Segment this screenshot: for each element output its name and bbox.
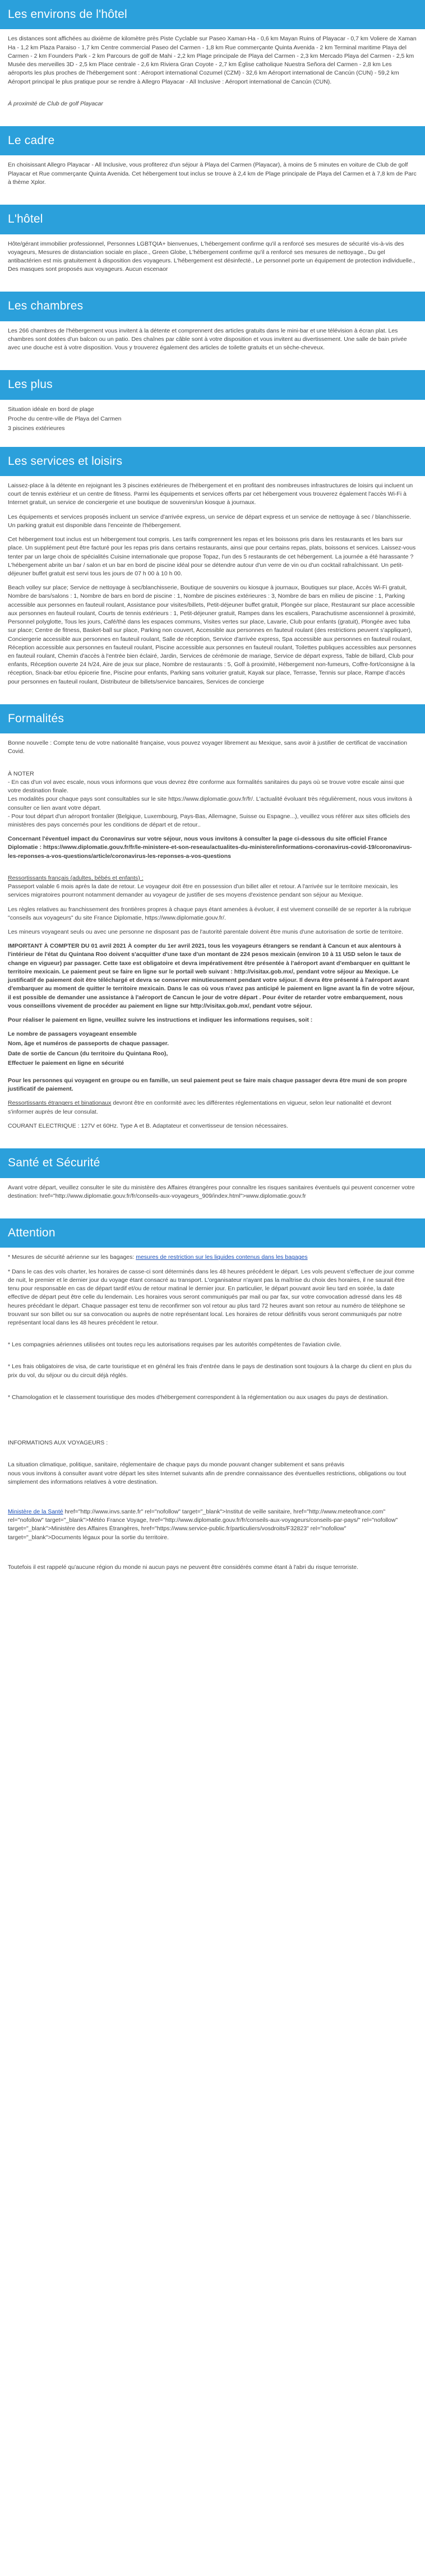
section-header-environs: Les environs de l'hôtel [0,0,425,29]
services-amenities: Beach volley sur place; Service de nettoyage à sec/blanchisserie, Boutique de souvenirs ou kiosque à journaux, Boutiques sur place, Accès Wi-Fi gratuit, Nombre de bars/salons : 1, Nombre de bars en bord de piscine : 1, Nombre de piscines extérieures : 3, Nombre de bars en milieu de piscine : 1, Parking accessible aux personnes en fauteuil roulant, Assistance pour visites/billets, Petit-déjeuner buffet gratuit, Plongée sur place, Restaurant sur place accessible aux personnes en fauteuil roulant, Courts de tennis extérieurs : 1, Petit-déjeuner gratuit, Rampes dans les escaliers, Parachutisme ascensionnel à proximité, Personnel polyglotte, Tous les jours, Café/thé dans les espaces communs, Visites vertes sur place, Lavarie, Club pour enfants (gratuit), Plongée avec tuba sur place; Centre de fitness, Basket-ball sur place, Parking non couvert, Accessible aux personnes en fauteuil roulant (des restrictions peuvent s'appliquer), Conciergerie accessible aux personnes en fauteuil roulant, Salle de réception, Service d'arrivée express, Spa accessible aux personnes en fauteuil roulant, Réception accessible aux personnes en fauteuil roulant, Piscine accessible aux personnes en fauteuil roulant, Toilettes publiques accessibles aux personnes en fauteuil roulant, Chemin d'accès à l'entrée bien éclairé, Jardin, Services de cérémonie de mariage, Service de départ express, Table de billard, Club pour enfants, Réception ouverte 24 h/24, Aire de jeux sur place, Nombre de restaurants : 5, Golf à proximité, Hébergement non-fumeurs, Coffre-fort/consigne à la réception, Snack-bar et/ou épicerie fine, Piscine pour enfants, Parking sans voiturier gratuit, Kayak sur place, Terrasse, Tennis sur place, Rampe d'accès pour personnes en fauteuil roulant, Distributeur de billets/service bancaires, Services de concierge [8,584,417,685]
group-payment-notice: Pour les personnes qui voyagent en groupe ou en famille, un seul paiement peut se faire mais chaque passager devra être muni de son propre justificatif de paiement. [8,1077,407,1093]
binationaux-heading: Ressortissants étrangers et binationaux [8,1100,112,1107]
section-header-formalites: Formalités [0,704,425,733]
ministere-sante-link[interactable]: Ministère de la Santé [8,1508,63,1515]
attention-item [8,1253,417,1262]
attention-item: * Chamologation et le classement touristique des modes d'hébergement correspondent à la réglementation ou aux usages du pays de destination. [8,1393,389,1401]
services-paragraph: Les équipements et services proposés incluent un service d'arrivée express, un service de départ express et un service de nettoyage à sec / blanchisserie. Un parking gratuit est disponible dans l'enceinte de l'hébergement. [8,513,412,529]
services-paragraph: Cet hébergement tout inclus est un hébergement tout compris. Les tarifs comprennent les repas et les boissons pris dans les restaurants et les bars sur place. Un supplément peut être facturé pour les repas pris dans certains restaurants, ainsi que pour certains repas, plats, boissons et services. Laissez-vous tenter par un large choix de spécialités Cuisine internationale que propose Topaz, l'un des 5 restaurants de cet hébergement. La journée a été harassante ? L'hébergement abrite un bar / salon et un bar en bord de piscine idéal pour se détendre autour d'un verre de vin ou d'un cocktail rafraîchissant. Un petit-déjeuner buffet gratuit est servi tous les jours de 07 h 00 à 10 h 00. [8,536,416,577]
list-item: Effectuer le paiement en ligne en sécurité [8,1059,124,1067]
section-hotel [0,234,425,292]
list-item: 3 piscines extérieures [8,425,65,432]
hotel-text: Hôte/gérant immobilier professionnel, Personnes LGBTQIA+ bienvenues, L'hébergement confirme qu'il a renforcé ses mesures de sécurité vis-à-vis des voyageurs, Mesures de distanciation sociale en place., Green Globe, L'hébergement confirme qu'il a renforcé ses mesures de nettoyage., Du gel antibactérien est mis gratuitement à disposition des voyageurs. L'hébergement est désinfecté., Le personnel porte un équipement de protection individuelle., Des masques sont proposés aux voyageurs. Aucun escenaor [8,240,415,273]
cadre-text: En choisissant Allegro Playacar - All Inclusive, vous profiterez d'un séjour à Playa del Carmen (Playacar), à moins de 5 minutes en voiture de Club de golf Playacar et Rue commerçante Quinta Avenida. Cet hébergement tout inclus se trouve à 2,4 km de Plage principale de Playa del Carmen et à 7,8 km de Parc à thème Xplor. [8,161,417,186]
sante-text: Avant votre départ, veuillez consulter le site du ministère des Affaires étrangères pour connaître les risques sanitaires éventuels qui peuvent concerner votre destination: href="http://www.diplomatie.gouv.fr/fr/conseils-aux-voyageurs_909/index.html">www.diplomatie.gouv.fr [8,1184,415,1199]
list-item: Date de sortie de Cancun (du territoire du Quintana Roo), [8,1050,168,1057]
list-item: Proche du centre-ville de Playa del Carmen [8,416,122,423]
section-environs [0,29,425,126]
section-plus [0,400,425,447]
info-text: nous vous invitons à consulter avant votre départ les sites Internet suivants afin de prendre connaissance des éventuelles restrictions, obligations ou tout simplement des informations relatives à votre destination. [8,1470,406,1485]
section-header-cadre: Le cadre [0,126,425,155]
liquid-restrictions-link[interactable]: mesures de restriction sur les liquides contenus dans les bagages [136,1254,308,1261]
section-chambres [0,321,425,371]
attention-item: * Les compagnies aériennes utilisées ont toutes reçu les autorisations requises par les autorités compétentes de l'aviation civile. [8,1341,341,1349]
section-header-chambres: Les chambres [0,292,425,321]
list-item: Le nombre de passagers voyageant ensemble [8,1031,137,1038]
binationaux-text [8,1099,417,1116]
section-sante [0,1178,425,1218]
payment-instructions: Pour réaliser le paiement en ligne, veuillez suivre les instructions et indiquer les informations requises, soit : [8,1016,313,1023]
section-formalites [0,733,425,1148]
info-links-text: href="http://www.invs.sante.fr" rel="nofollow" target="_blank">Institut de veille sanitaire, href="http://www.meteofrance.com" rel="nofollow" target="_blank">Météo France Voyage, href="http://www.diplomatie.gouv.fr/fr/conseils-aux-voyageurs/conseils-par-pays/" rel="nofollow" target="_blank">Ministère des Affaires Étrangères, href="https://www.service-public.fr/particuliers/vosdroits/F32823" rel="nofollow" target="_blank">Documents légaux pour la sortie du territoire. [8,1508,398,1541]
covid-notice: Concernant l'éventuel impact du Coronavirus sur votre séjour, nous vous invitons à consulter la page ci-dessous du site officiel France Diplomatie : https://www.diplomatie.gouv.fr/fr/le-ministere-et-son-reseau/actualites-du-ministere/informations-coronavirus-covid-19/coronavirus-les-reponses-a-vos-questions/article/coronavirus-les-reponses-a-vos-questions [8,835,412,860]
anoter-item: - En cas d'un vol avec escale, nous vous informons que vous devrez être conforme aux formalités sanitaires du pays où se trouve votre escale ainsi que votre destination finale. [8,778,405,795]
environs-extra: À proximité de Club de golf Playacar [8,100,103,107]
info-text: La situation climatique, politique, sanitaire, réglementaire de chaque pays du monde pouvant changer subitement et sans préavis [8,1461,345,1469]
anoter-heading: À NOTER [8,770,34,777]
section-attention [0,1248,425,1590]
ressortissants-text: Passeport valable 6 mois après la date de retour. Le voyageur doit être en possession d'un billet aller et retour. A l'arrivée sur le territoire mexicain, les services migratoires pourront notamment demander au voyageur de justifier de ses moyens d'existence pendant son séjour au Mexique. [8,883,398,899]
anoter-item: Les modalités pour chaque pays sont consultables sur le site https://www.diplomatie.gouv.fr/fr/. L'actualité évoluant très régulièrement, nous vous invitons à consulter ce lien avant votre départ. [8,796,412,811]
list-item: Nom, âge et numéros de passeports de chaque passager. [8,1040,169,1047]
ressortissants-heading: Ressortissants français (adultes, bébés et enfants) : [8,874,144,881]
formalites-intro: Bonne nouvelle : Compte tenu de votre nationalité française, vous pouvez voyager librement au Mexique, sans avoir à justifier de certificat de vaccination Covid. [8,740,408,755]
services-paragraph: Laissez-place à la détente en rejoignant les 3 piscines extérieures de l'hébergement et en profitant des nombreuses infrastructures de loisirs qui incluent un court de tennis extérieur et un centre de fitness. Parmi les équipements et services offerts par cet hébergement vous trouverez également l'accès Wi-Fi à Internet gratuit, un service de conciergerie et une boutique de souvenirs/un kiosque à journaux. [8,482,413,506]
section-header-plus: Les plus [0,370,425,399]
info-heading: INFORMATIONS AUX VOYAGEURS : [8,1439,108,1447]
attention-item: * Dans le cas des vols charter, les horaires de casse-ci sont déterminés dans les 48 heures précédent le départ. Les vols peuvent s'effectuer de jour comme de nuit, le premier et le dernier jour du voyage étant consacré au transport. L'organisateur n'ayant pas la maîtrise du choix des horaires, il ne saurait être tenu pour responsable en cas de départ tardif et/ou de retour matinal le dernier jour. En particulier, le départ pouvant avoir lieu tard en soirée, la date effective de départ peut être celle du lendemain. Les horaires vous seront communiqués par mail ou par fax, sur votre convocation adressé dans les 48 heures précédant le départ. Chaque passager est tenu de reconfirmer son vol retour au plus tard 72 heures avant son retour au numéro de téléphone se trouvant sur son billet ou sur sa convocation ou auprès de notre représentant local. Les horaires de retour définitifs vous seront communiqués par notre représentant local dans les 48 heures précédent le retour. [8,1268,414,1326]
courant-text: COURANT ELECTRIQUE : 127V et 60Hz. Type A et B. Adaptateur et convertisseur de tension nécessaires. [8,1122,288,1129]
anoter-item: - Pour tout départ d'un aéroport frontalier (Belgique, Luxembourg, Pays-Bas, Allemagne, Suisse ou Espagne...), veuillez vous référer aux sites officiels des ministères des pays concernés pour les conditions de départ et de retour.. [8,812,410,828]
section-header-attention: Attention [0,1218,425,1248]
section-services [0,476,425,704]
section-cadre [0,155,425,205]
terrorism-notice: Toutefois il est rappelé qu'aucune région du monde ni aucun pays ne peuvent être considérés comme étant à l'abri du risque terroriste. [8,1563,359,1571]
section-header-sante: Santé et Sécurité [0,1148,425,1178]
list-item: Situation idéale en bord de plage [8,405,94,413]
ressortissants-text: Les mineurs voyageant seuls ou avec une personne ne disposant pas de l'autorité parentale doivent être munis d'une autorisation de sortie de territoire. [8,928,404,935]
ressortissants-text: Les règles relatives au franchissement des frontières propres à chaque pays étant amenées à évoluer, il est vivement conseillé de se reporter à la rubrique "conseils aux voyageurs" du site France Diplomatie, https://www.diplomatie.gouv.fr/. [8,906,412,921]
binationaux-body: devront être en conformité avec les différentes réglementations en vigueur, selon leur nationalité et devront s'informer auprès de leur consulat. [8,1100,391,1115]
section-header-hotel: L'hôtel [0,205,425,234]
visitax-notice: IMPORTANT À COMPTER DU 01 avril 2021 À compter du 1er avril 2021, tous les voyageurs étrangers se rendant à Cancun et aux alentours à l'intérieur de l'état du Quintana Roo doivent s'acquitter d'une taxe d'un montant de 224 pesos mexicain (environ 10 à 11 USD selon le taux de change en vigueur) par passager. Cette taxe est obligatoire et devra impérativement être présentée à l'aéroport avant d'embarquer en quittant le territoire mexicain. Le paiement peut se faire en ligne sur le portail web suivant : http://visitax.gob.mx/, pendant votre séjour au Mexique. Le justificatif de paiement doit être téléchargé et devra se conserver minutieusement pendant votre séjour. Il devra être présenté à l'aéroport avant d'embarquer au moment de quitter le territoire mexicain. Dans le cas où vous n'avez pas anticipé le paiement en ligne avant la fin de votre séjour, il est possible de demander une assistance à l'aéroport de Cancun le jour de votre départ . Pour éviter de retarder votre embarquement, nous vous conseillons vivement de procéder au paiement en ligne sur http://visitax.gob.mx/, pendant votre séjour. [8,943,415,1009]
attention-item-prefix: * Mesures de sécurité aérienne sur les bagages: [8,1254,136,1261]
environs-text: Les distances sont affichées au dixième de kilomètre près Piste Cyclable sur Paseo Xaman-Ha - 0,6 km Mayan Ruins of Playacar - 0,7 km Voliere de Xaman Ha - 1,2 km Plaza Paraiso - 1,7 km Centre commercial Paseo del Carmen - 1,8 km Rue commerçante Quinta Avenida - 2 km Terminal maritime Playa del Carmen - 2 km Founders Park - 2 km Parcours de golf de Mahi - 2,2 km Plage principale de Playa del Carmen - 2,3 km Mercado Playa del Carmen - 2,5 km Musée des merveilles 3D - 2,5 km Place centrale - 2,6 km Riviera Gran Coyote - 2,7 km Église catholique Nuestra Señora del Carmen - 2,8 km Les aéroports les plus proches de l'hébergement sont : Aéroport international Cozumel (CZM) - 32,6 km Aéroport international de Cancún (CUN) - 59,2 km Aéroport principal le plus pratique pour se rendre à Allegro Playacar - All Inclusive : Aéroport international de Cancún (CUN). [8,35,417,85]
chambres-text: Les 266 chambres de l'hébergement vous invitent à la détente et comprennent des articles gratuits dans le mini-bar et une télévision à écran plat. Les chambres sont dotées d'un balcon ou un patio. Des chaînes par câble sont à votre disposition et vous invitent au divertissement. Une salle de bain privée avec une douche est à votre disposition. Vous y trouverez également des articles de toilette gratuits et un sèche-cheveux. [8,327,407,352]
info-links [8,1508,417,1542]
attention-item: * Les frais obligatoires de visa, de carte touristique et en général les frais d'entrée dans le pays de destination sont toujours à la charge du client en plus du prix du vol, du séjour ou du circuit déjà réglés. [8,1363,412,1379]
section-header-services: Les services et loisirs [0,447,425,476]
